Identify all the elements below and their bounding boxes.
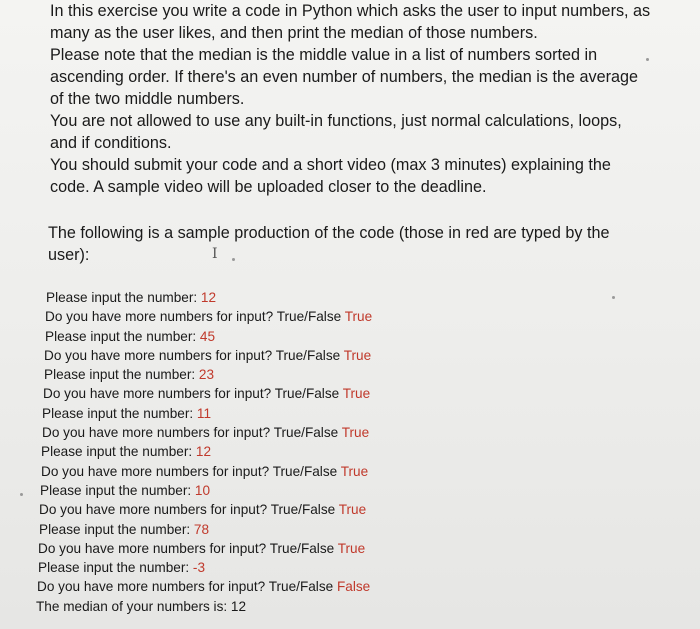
prompt-text: Please input the number: [42, 405, 197, 421]
transcript-line [36, 539, 636, 558]
transcript-line [36, 481, 636, 500]
transcript-line [36, 500, 636, 519]
text-cursor-icon: I [212, 246, 218, 262]
transcript-line [36, 462, 636, 481]
instruction-paragraph: You should submit your code and a short video (max 3 minutes) explaining the code. A sample video will be uploaded closer to the deadline. [50, 156, 611, 196]
transcript-line [36, 442, 636, 461]
prompt-text: Please input the number: [39, 521, 194, 537]
transcript-line [36, 346, 636, 365]
transcript-line [36, 365, 636, 384]
prompt-text: Do you have more numbers for input? True/False [37, 579, 337, 595]
prompt-text: Please input the number: [46, 290, 201, 305]
transcript-line [36, 404, 636, 423]
user-typed-input: True [338, 502, 367, 518]
speck-mark [20, 493, 23, 496]
prompt-text: The median of your numbers is: 12 [36, 598, 247, 614]
prompt-text: Do you have more numbers for input? True/False [44, 347, 344, 363]
sample-intro-text: The following is a sample production of the code (those in red are typed by the user): [48, 224, 610, 264]
transcript-line [36, 307, 636, 326]
user-typed-input: False [336, 579, 371, 595]
user-typed-input: 78 [193, 521, 210, 537]
instruction-paragraph: You are not allowed to use any built-in functions, just normal calculations, loops, and if conditions. [50, 112, 622, 152]
user-typed-input: 10 [194, 482, 211, 498]
prompt-text: Please input the number: [40, 482, 195, 498]
prompt-text: Do you have more numbers for input? True/False [39, 502, 339, 518]
prompt-text: Do you have more numbers for input? True/False [43, 386, 343, 402]
instruction-paragraph: In this exercise you write a code in Python which asks the user to input numbers, as many as the user likes, and then print the median of those numbers. [50, 2, 651, 42]
prompt-text: Do you have more numbers for input? True/False [38, 540, 338, 556]
sample-console-transcript [36, 288, 636, 616]
user-typed-input: 11 [196, 405, 212, 421]
transcript-line [36, 520, 636, 539]
transcript-line [36, 327, 636, 346]
exercise-instructions [50, 0, 680, 198]
user-typed-input: True [337, 540, 366, 556]
transcript-line [36, 597, 636, 616]
transcript-line [36, 288, 636, 307]
transcript-line [36, 423, 636, 442]
transcript-line [36, 577, 636, 596]
prompt-text: Please input the number: [41, 444, 196, 460]
prompt-text: Please input the number: [38, 560, 193, 576]
prompt-text: Do you have more numbers for input? True/False [41, 463, 341, 479]
prompt-text: Please input the number: [44, 367, 199, 383]
user-typed-input: True [342, 386, 371, 402]
user-typed-input: 45 [199, 328, 216, 344]
user-typed-input: 12 [200, 290, 217, 305]
instruction-paragraph: Please note that the median is the middle value in a list of numbers sorted in ascending order. If there's an even number of numbers, the median is the average of the two middle numbers. [50, 46, 638, 108]
user-typed-input: True [344, 309, 373, 325]
prompt-text: Please input the number: [45, 328, 200, 344]
user-typed-input: 12 [195, 444, 212, 460]
user-typed-input: -3 [192, 560, 206, 576]
prompt-text: Do you have more numbers for input? True/False [42, 425, 342, 441]
user-typed-input: True [343, 347, 372, 363]
transcript-line [36, 384, 636, 403]
user-typed-input: 23 [198, 367, 215, 383]
prompt-text: Do you have more numbers for input? True/False [45, 309, 345, 325]
user-typed-input: True [341, 425, 370, 441]
transcript-line [36, 558, 636, 577]
speck-mark [646, 58, 649, 61]
speck-mark [232, 258, 235, 261]
user-typed-input: True [340, 463, 369, 479]
